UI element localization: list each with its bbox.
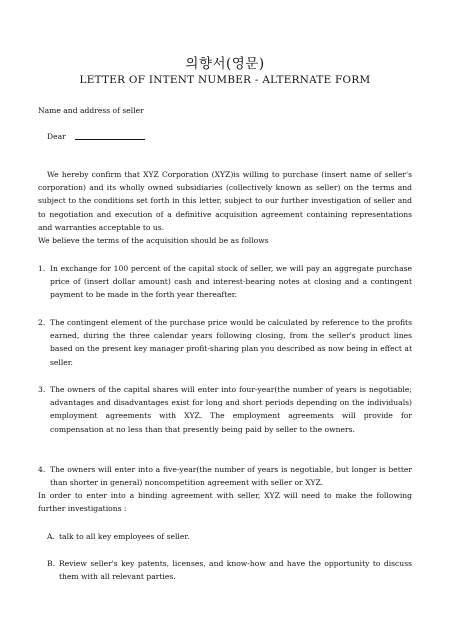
investigation-item [47,557,412,585]
terms-intro-line: We believe the terms of the acquisition should be as follows [38,236,269,245]
list-item-text: The owners will enter into a five-year(the number of years is negotiable, but longer is better than shorter in general) noncompetition agreement with seller or XYZ. [50,465,412,488]
list-item-number: 2. [38,318,46,327]
list-item [38,262,412,304]
list-item-number: 3. [38,385,46,394]
list-item-number: 1. [38,264,46,273]
list-item-text: In exchange for 100 percent of the capital stock of seller, we will pay an aggregate purchase price of (insert dollar amount) cash and interest-bearing notes at closing and a contingent payment to be made in the forth year thereafter. [50,264,412,300]
salutation-blank-line [75,139,145,140]
list-item [38,316,412,372]
list-item-text: The owners of the capital shares will enter into four-year(the number of years is negotiable; advantages and disadvantages exist for long and short periods depending on the individuals) employment agreements with XYZ. The employment agreements will provide for compensation at no less than that presently being paid by seller to the owners. [50,385,412,434]
list-item [38,463,412,491]
list-item-text: The contingent element of the purchase price would be calculated by reference to the profits earned, during the three calendar years following closing, from the seller's product lines based on the present key manager profit-sharing plan you described as now being in effect at seller. [50,318,412,367]
binding-agreement-paragraph: In order to enter into a binding agreement with seller, XYZ will need to make the following further investigations : [38,491,412,514]
list-item-number: 4. [38,465,46,474]
salutation-dear: Dear [47,132,66,141]
document-title-korean: 의향서(영문) [185,56,265,72]
list-item [38,383,412,453]
investigation-item [47,530,412,544]
investigation-label: A. [47,532,55,541]
seller-name-address-line: Name and address of seller [38,106,144,115]
investigation-text: Review seller's key patents, licenses, and know-how and have the opportunity to discuss them with all relevant parties. [59,559,412,582]
investigation-label: B. [47,559,55,568]
investigation-text: talk to all key employees of seller. [59,532,190,541]
intro-paragraph: We hereby confirm that XYZ Corporation (XYZ)is willing to purchase (insert name of seller's corporation) and its wholly owned subsidiaries (collectively known as seller) on the terms and subject to the conditions set forth in this letter, subject to our further investigation of seller and to negotiation and execution of a definitive acquisition agreement containing representations and warranties acceptable to us. [38,170,412,232]
document-title-english: LETTER OF INTENT NUMBER - ALTERNATE FORM [79,74,371,86]
